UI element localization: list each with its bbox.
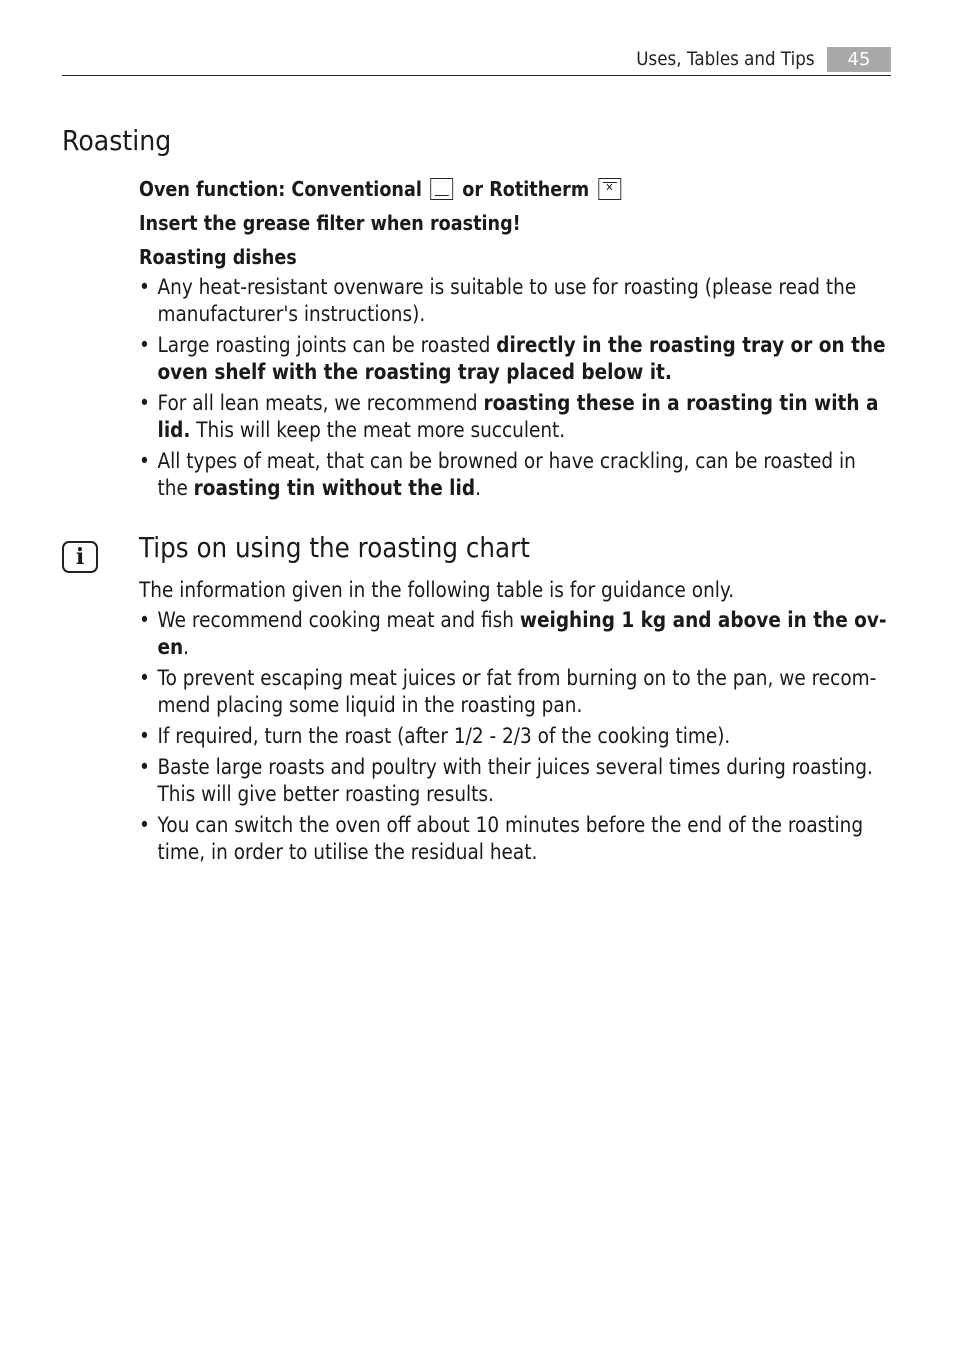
bold-text: roasting tin without the lid (193, 476, 476, 500)
list-item (139, 448, 891, 502)
text-run: This will keep the meat more succulent. (190, 418, 566, 442)
list-item (139, 390, 891, 444)
page-header (62, 44, 891, 76)
list-item (139, 607, 891, 661)
list-item (139, 274, 891, 328)
text-run: We recommend cooking meat and fish (157, 608, 520, 632)
list-item (139, 754, 891, 808)
text-run: Any heat-resistant ovenware is suitable to use for roasting (please read the manufacturer's instructions). (157, 275, 857, 326)
text-run: Large roasting joints can be roasted (157, 333, 497, 357)
text-run: . (183, 635, 190, 659)
info-icon: i (62, 541, 98, 573)
text-run: All types of meat, that can be browned or have crackling, can be roasted in the (157, 449, 856, 500)
text-run: You can switch the oven off about 10 minutes before the end of the roasting time, in order to utilise the residual heat. (157, 813, 864, 864)
roasting-heading: Roasting (62, 124, 172, 157)
list-item (139, 332, 891, 386)
list-item (139, 812, 891, 866)
list-item (139, 665, 891, 719)
bold-text: weighing 1 kg and above in the ov-en (157, 608, 887, 659)
bold-text: directly in the roasting tray or on the oven shelf with the roasting tray placed below it. (157, 333, 886, 384)
header-title: Uses, Tables and Tips (636, 48, 815, 70)
rotitherm-icon (598, 178, 621, 200)
list-item (139, 723, 891, 750)
oven-function-line (139, 176, 891, 202)
text-run: For all lean meats, we recommend (157, 391, 484, 415)
tips-section (139, 531, 891, 870)
roasting-dishes-label: Roasting dishes (139, 245, 297, 269)
tips-intro: The information given in the following table is for guidance only. (139, 578, 735, 602)
bold-text: roasting these in a roasting tin with a lid. (157, 391, 879, 442)
tips-heading: Tips on using the roasting chart (139, 531, 530, 564)
conventional-heat-icon (431, 178, 454, 200)
grease-filter-note: Insert the grease filter when roasting! (139, 211, 521, 235)
text-run: To prevent escaping meat juices or fat from burning on to the pan, we recom-mend placing some liquid in the roasting pan. (157, 666, 877, 717)
text-run: Baste large roasts and poultry with their juices several times during roasting. This will give better roasting results. (157, 755, 873, 806)
text-run: If required, turn the roast (after 1/2 - 2/3 of the cooking time). (157, 724, 731, 748)
page-number: 45 (827, 47, 891, 72)
roasting-section (139, 176, 891, 506)
text-run: . (475, 476, 481, 500)
roasting-bullet-list (139, 274, 891, 502)
oven-function-middle: or Rotitherm (462, 177, 590, 201)
oven-function-prefix: Oven function: Conventional (139, 177, 422, 201)
tips-bullet-list (139, 607, 891, 866)
